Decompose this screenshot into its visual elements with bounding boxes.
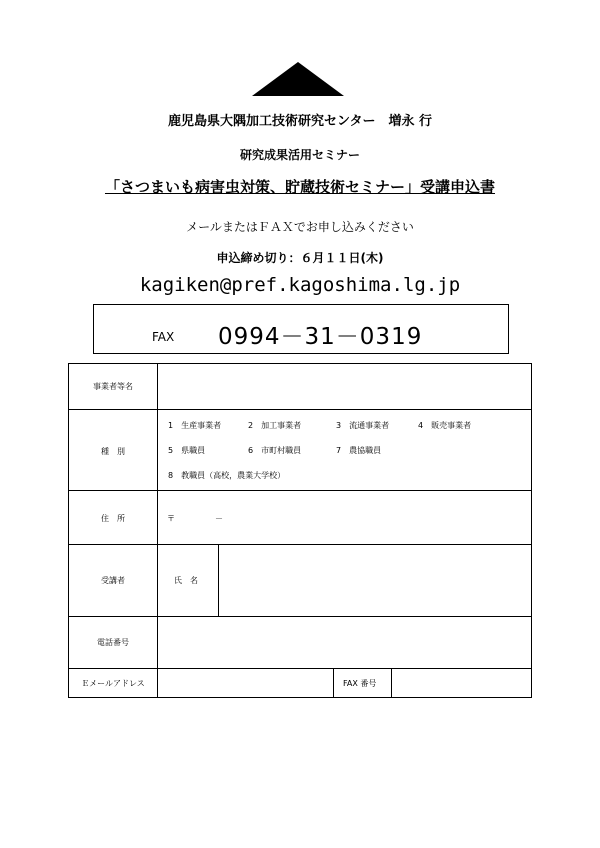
triangle-marker-icon bbox=[252, 62, 344, 96]
email-field[interactable] bbox=[158, 669, 333, 697]
name-label: 氏 名 bbox=[174, 576, 198, 585]
phone-label: 電話番号 bbox=[97, 638, 129, 647]
application-form bbox=[68, 363, 532, 698]
category-option-4[interactable]: 4 販売事業者 bbox=[418, 421, 472, 430]
attendee-label: 受講者 bbox=[101, 576, 125, 585]
category-label: 種 別 bbox=[101, 447, 125, 456]
fax-label: FAX bbox=[152, 330, 175, 344]
business-name-field[interactable] bbox=[158, 364, 531, 409]
fax-label-divider bbox=[333, 668, 334, 697]
fax-box bbox=[93, 304, 509, 354]
category-option-5[interactable]: 5 県職員 bbox=[168, 446, 206, 455]
instructions: メールまたはＦＡＸでお申し込みください bbox=[186, 220, 414, 234]
attendee-name-field[interactable] bbox=[219, 545, 531, 616]
addressee: 鹿児島県大隅加工技術研究センター 増永 行 bbox=[167, 114, 432, 129]
category-option-1[interactable]: 1 生産事業者 bbox=[168, 421, 222, 430]
category-option-6[interactable]: 6 市町村職員 bbox=[248, 446, 302, 455]
fax-number-label: FAX 番号 bbox=[343, 679, 377, 688]
category-option-7[interactable]: 7 農協職員 bbox=[336, 446, 382, 455]
category-option-3[interactable]: 3 流通事業者 bbox=[336, 421, 390, 430]
phone-field[interactable] bbox=[158, 617, 531, 668]
postal-dash: － bbox=[215, 514, 223, 523]
address-label: 住 所 bbox=[101, 514, 125, 523]
deadline: 申込締め切り：６月１１日(木) bbox=[216, 251, 384, 265]
business-name-label: 事業者等名 bbox=[93, 382, 133, 391]
category-option-2[interactable]: 2 加工事業者 bbox=[248, 421, 302, 430]
address-field[interactable] bbox=[229, 491, 531, 544]
form-title-text: 「さつまいも病害虫対策、貯蔵技術セミナー」受講申込書 bbox=[104, 178, 495, 196]
category-option-8[interactable]: 8 教職員（高校，農業大学校） bbox=[168, 471, 286, 480]
fax-number-field[interactable] bbox=[392, 669, 531, 697]
fax-number: 0994－31－0319 bbox=[218, 324, 423, 350]
row-divider bbox=[69, 409, 531, 410]
seminar-name: 研究成果活用セミナー bbox=[239, 148, 360, 162]
postal-mark: 〒 bbox=[167, 514, 175, 523]
email-label: Ｅメールアドレス bbox=[81, 679, 145, 688]
form-title bbox=[0, 176, 600, 197]
contact-email[interactable]: kagiken@pref.kagoshima.lg.jp bbox=[139, 274, 461, 296]
